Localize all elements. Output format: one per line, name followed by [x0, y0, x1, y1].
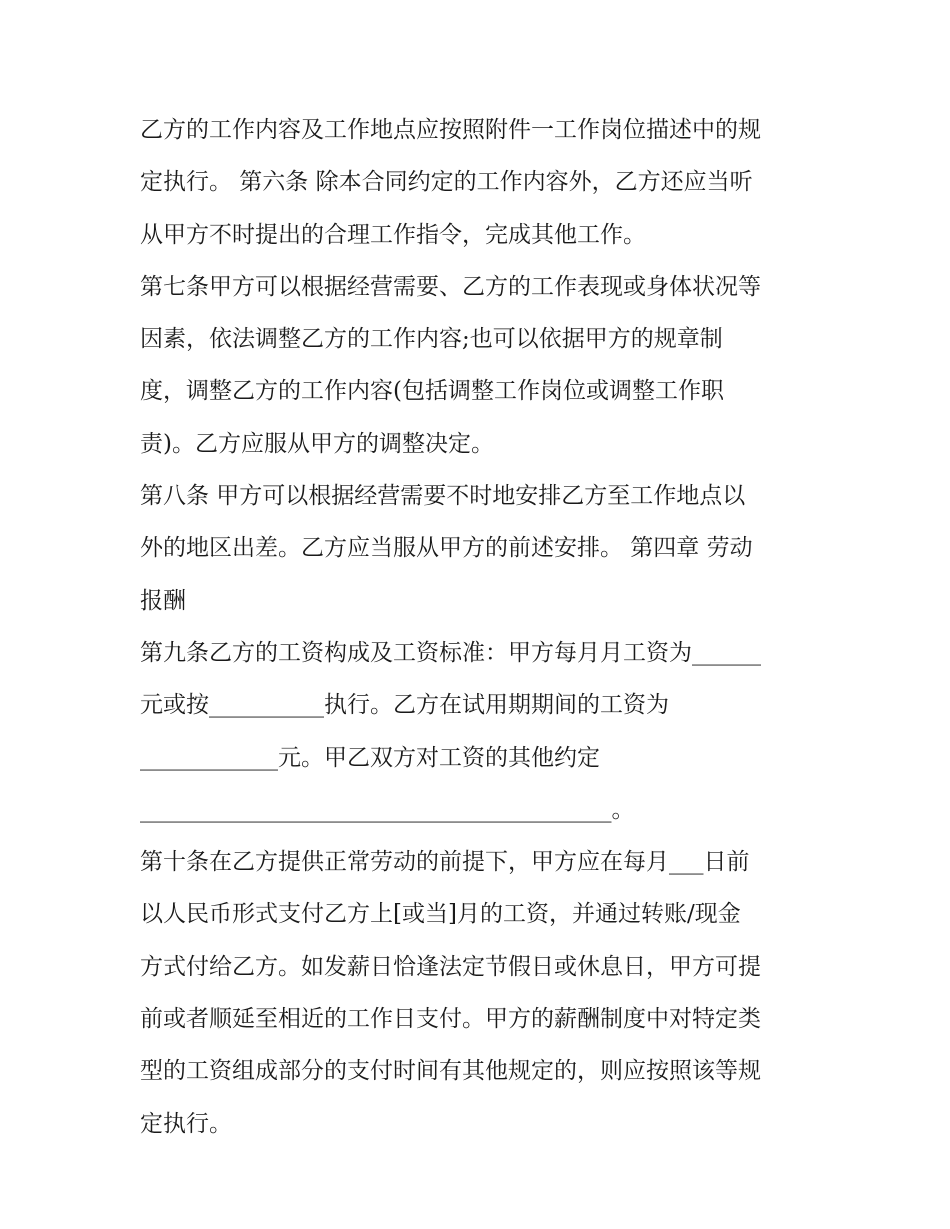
text-line: 责)。乙方应服从甲方的调整决定。 [140, 430, 494, 457]
text-line: 从甲方不时提出的合理工作指令，完成其他工作。 [140, 221, 646, 248]
text-line: 因素，依法调整乙方的工作内容;也可以依据甲方的规章制 [140, 326, 723, 353]
text-line: 方式付给乙方。如发薪日恰逢法定节假日或休息日，甲方可提 [140, 953, 761, 980]
contract-body-text [140, 104, 820, 1150]
text-line: 前或者顺延至相近的工作日支付。甲方的薪酬制度中对特定类 [140, 1006, 761, 1033]
text-line: 第九条乙方的工资构成及工资标准：甲方每月月工资为______ [140, 639, 761, 666]
text-line: 定执行。 第六条 除本合同约定的工作内容外，乙方还应当听 [140, 169, 753, 196]
text-line: 外的地区出差。乙方应当服从甲方的前述安排。 第四章 劳动 [140, 535, 753, 562]
text-line: 以人民币形式支付乙方上[或当]月的工资，并通过转账/现金 [140, 901, 741, 928]
text-line: 定执行。 [140, 1110, 232, 1137]
text-line: 乙方的工作内容及工作地点应按照附件一工作岗位描述中的规 [140, 117, 761, 143]
text-line: 第十条在乙方提供正常劳动的前提下，甲方应在每月___日前 [140, 849, 750, 876]
text-line: _________________________________________。 [140, 796, 635, 823]
text-line: 第八条 甲方可以根据经营需要不时地安排乙方至工作地点以 [140, 483, 746, 510]
text-line: 型的工资组成部分的支付时间有其他规定的，则应按照该等规 [140, 1058, 761, 1085]
text-line: ____________元。甲乙双方对工资的其他约定 [140, 744, 600, 771]
text-line: 第七条甲方可以根据经营需要、乙方的工作表现或身体状况等 [140, 273, 761, 300]
text-line: 度，调整乙方的工作内容(包括调整工作岗位或调整工作职 [140, 378, 724, 405]
text-line: 元或按__________执行。乙方在试用期期间的工资为 [140, 692, 669, 719]
text-line: 报酬 [140, 587, 186, 614]
